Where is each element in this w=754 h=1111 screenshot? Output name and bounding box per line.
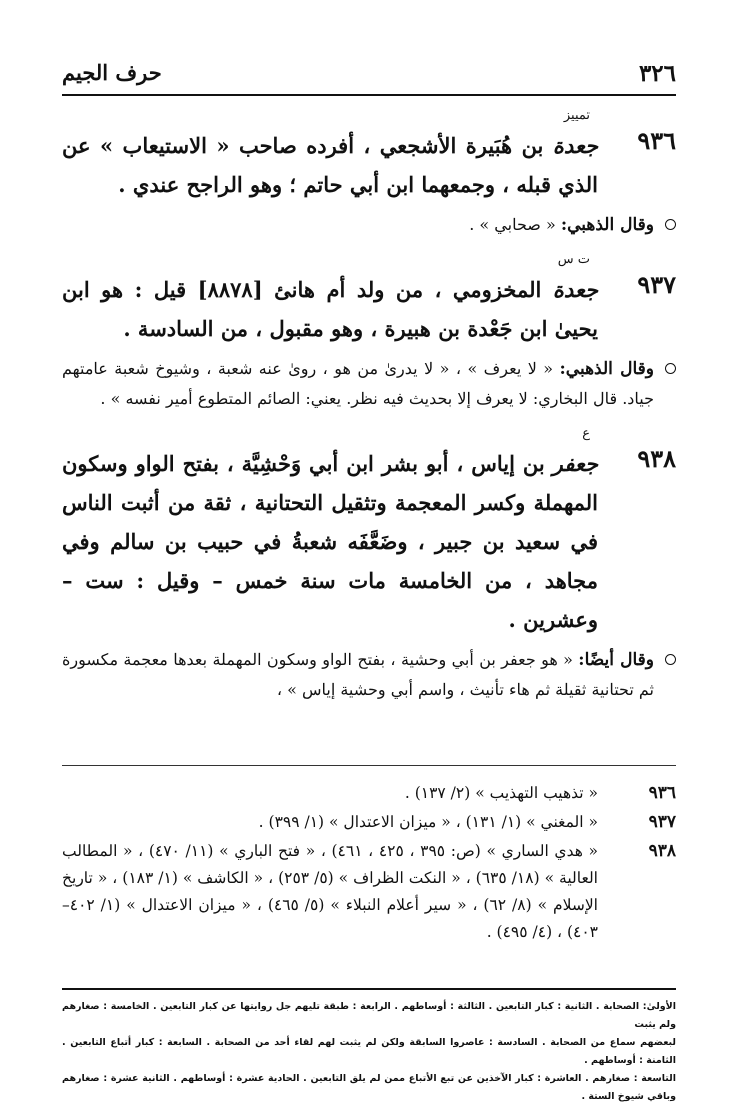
levels-line: التاسعة : صغارهم . العاشرة : كبار الآخذين عن تبع الأتباع ممن لم يلق التابعين . الحادية عشرة : أوساطهم . الثانية عشرة : صغارهم وباقي شيوخ الستة . <box>62 1073 676 1102</box>
note-dhahabi-937 <box>62 354 676 414</box>
entry-description: بن هُبَيرة الأشجعي ، أفرده صاحب « الاستيعاب » عن الذي قبله ، وجمعهما ابن أبي حاتم ؛ وهو الراجح عندي . <box>62 133 598 197</box>
entry-number: ٩٣٦ <box>637 126 676 155</box>
entry-description: المخزومي ، من ولد أم هانئ [٨٨٧٨] قيل : هو ابن يحيىٰ ابن جَعْدة بن هبيرة ، وهو مقبول ، من السادسة . <box>62 277 598 341</box>
entry-description: بن إياس ، أبو بشر ابن أبي وَحْشِيَّة ، بفتح الواو وسكون المهملة وكسر المعجمة وتثقيل التحتانية ، ثقة من أثبت الناس في سعيد بن جبير ، وضَعَّفَه شعبةُ في حبيب بن سالم وفي مجاهد ، من الخامسة مات سنة خمس – وقيل : ست – وعشرين . <box>62 451 598 632</box>
note-text: « صحابي » . <box>469 215 561 234</box>
narrator-name: جعدة <box>552 277 598 302</box>
footnote-references <box>62 765 676 948</box>
reference-938 <box>62 838 676 946</box>
entry-text <box>62 270 598 348</box>
reference-number: ٩٣٦ <box>648 783 676 803</box>
main-content <box>62 100 676 715</box>
levels-line: الأولىٰ: الصحابة . الثانية : كبار التابعين . الثالثة : أوساطهم . الرابعة : طبقة تليهم جل روايتها عن كبار التابعين . الخامسة : صغارهم ولم يثبت <box>62 1001 676 1030</box>
narrator-name: جعدة <box>552 133 598 158</box>
entry-938 <box>62 424 676 639</box>
narrator-name: جعفر <box>552 451 598 476</box>
levels-line: لبعضهم سماع من الصحابة . السادسة : عاصروا السابقة ولكن لم يثبت لهم لقاء أحد من الصحابة . السابعة : كبار أتباع التابعين . الثامنة : أوساطهم . <box>62 1037 676 1066</box>
reference-number: ٩٣٧ <box>648 812 676 832</box>
entry-936 <box>62 106 676 204</box>
page-number: ٣٢٦ <box>638 60 676 87</box>
bullet-circle-icon <box>665 654 676 665</box>
bullet-circle-icon <box>665 219 676 230</box>
reference-937 <box>62 809 676 836</box>
note-lead: وقال أيضًا: <box>578 650 655 670</box>
reference-number: ٩٣٨ <box>648 841 676 861</box>
entry-number: ٩٣٨ <box>637 444 676 473</box>
note-text: « هو جعفر بن أبي وحشية ، بفتح الواو وسكون المهملة بعدها معجمة مكسورة ثم تحتانية ثقيلة ثم هاء تأنيث ، واسم أبي وحشية إياس » ، <box>62 650 654 699</box>
note-lead: وقال الذهبي: <box>559 359 655 379</box>
reference-text: « المغني » (١/ ١٣١) ، « ميزان الاعتدال » (١/ ٣٩٩) . <box>258 813 598 831</box>
entry-number: ٩٣٧ <box>637 270 676 299</box>
bullet-circle-icon <box>665 363 676 374</box>
entry-text <box>62 444 598 639</box>
header-divider <box>62 94 676 96</box>
siglum-mark: ت س <box>557 252 590 267</box>
entry-text <box>62 126 598 204</box>
siglum-mark: ع <box>582 426 590 441</box>
note-text: « لا يعرف » ، « لا يدرىٰ من هو ، روىٰ عنه شعبة ، وشيوخ شعبة عامتهم جياد. قال البخاري: لا يعرف إلا بحديث فيه نظر. يعني: الصائم المتطوع أمير نفسه » . <box>62 359 654 408</box>
note-dhahabi-936 <box>62 210 676 240</box>
page-header <box>62 60 676 94</box>
entry-937 <box>62 250 676 348</box>
reference-text: « تذهيب التهذيب » (٢/ ١٣٧) . <box>404 784 598 802</box>
chapter-title: حرف الجيم <box>62 60 162 85</box>
reference-text: « هدي الساري » (ص: ٣٩٥ ، ٤٢٥ ، ٤٦١) ، « فتح الباري » (١١/ ٤٧٠) ، « المطالب العالية » (١٨/ ٦٣٥) ، « النكت الظراف » (٥/ ٢٥٣) ، « الكاشف » (١/ ١٨٣) ، « تاريخ الإسلام » (٨/ ٦٢) ، « سير أعلام النبلاء » (٥/ ٤٦٥) ، « ميزان الاعتدال » (١/ ٤٠٢–٤٠٣) ، (٤/ ٤٩٥) . <box>62 842 599 941</box>
reference-936 <box>62 780 676 807</box>
note-also-938 <box>62 645 676 705</box>
narrator-levels-key <box>62 988 676 1106</box>
siglum-mark: تمييز <box>563 108 590 123</box>
note-lead: وقال الذهبي: <box>560 215 654 235</box>
